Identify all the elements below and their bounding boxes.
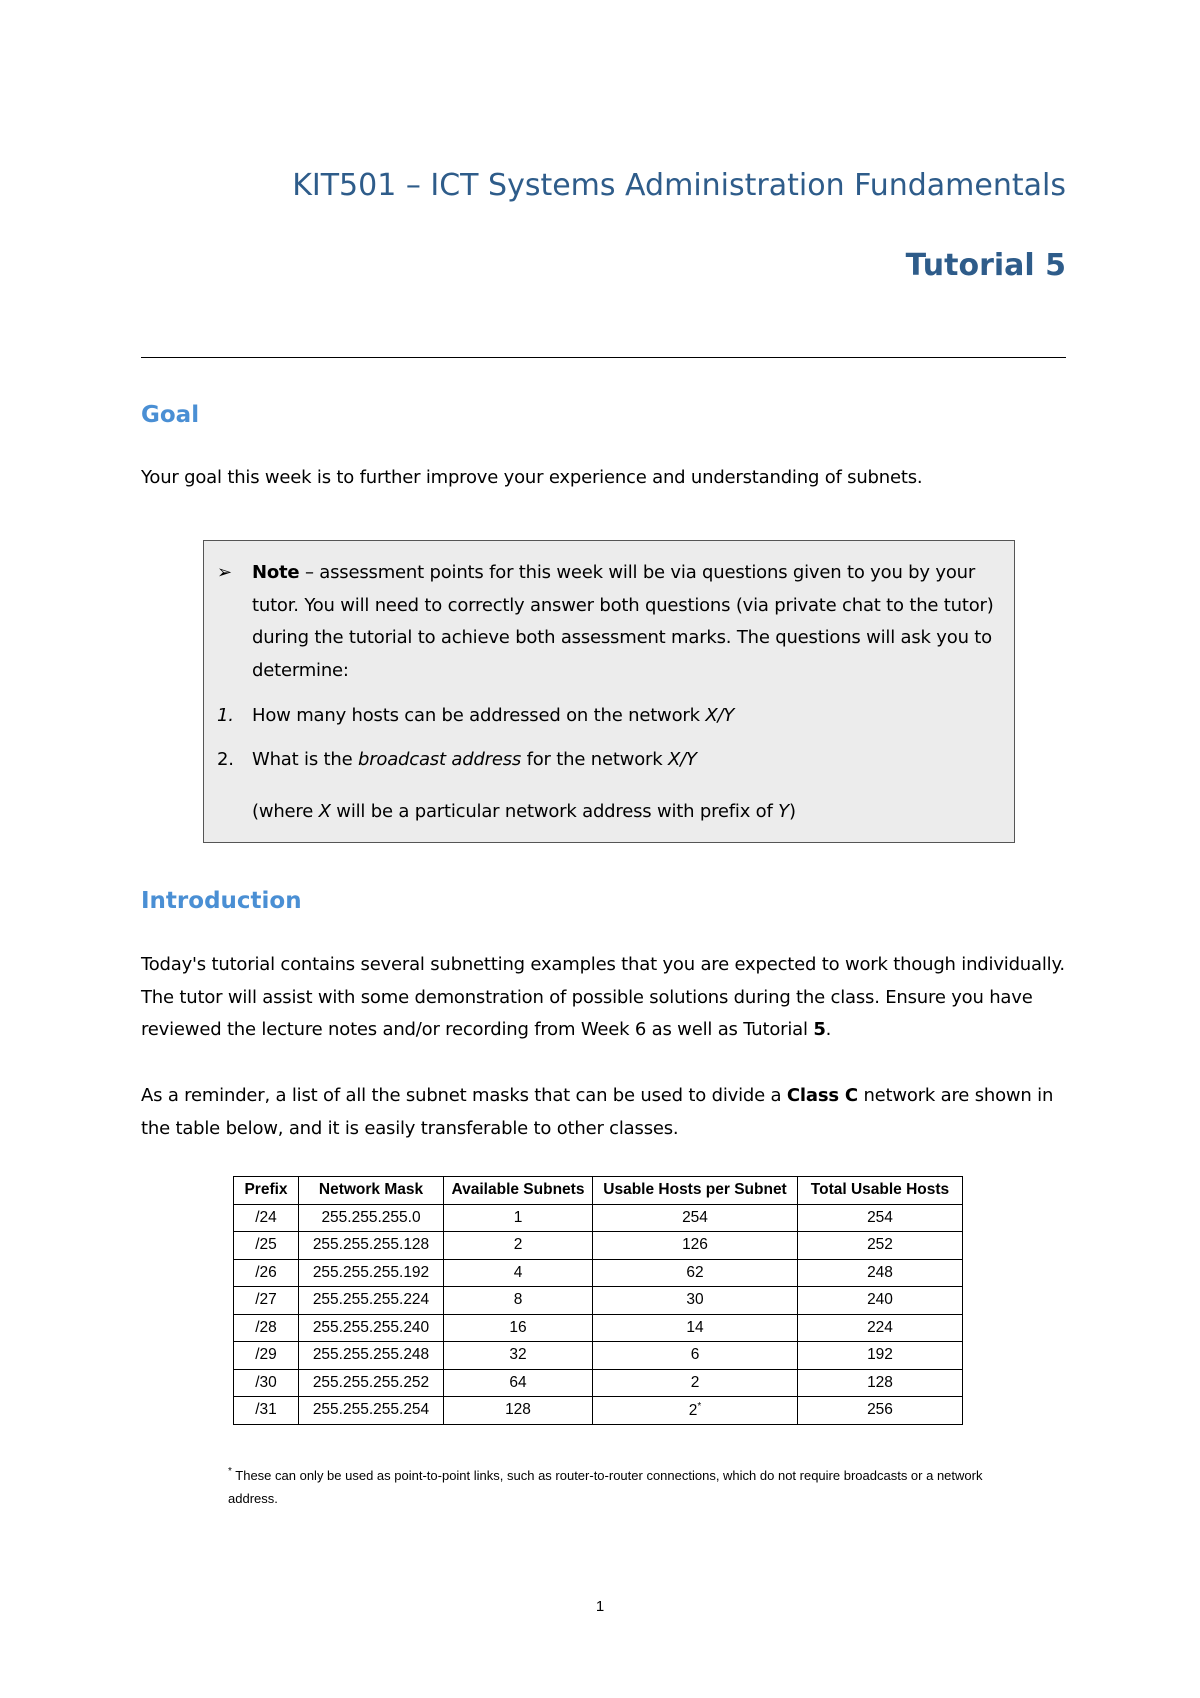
cell-value: 248 <box>867 1263 893 1281</box>
cell-value: 255.255.255.0 <box>321 1208 421 1226</box>
table-cell <box>234 1287 299 1315</box>
table-cell <box>798 1342 963 1370</box>
question-text: How many hosts can be addressed on the network <box>252 705 706 726</box>
table-cell <box>234 1314 299 1342</box>
table-row <box>234 1397 963 1425</box>
table-cell <box>299 1314 444 1342</box>
cell-value: 255.255.255.224 <box>312 1291 430 1309</box>
table-cell <box>444 1369 593 1397</box>
column-header: Available Subnets <box>444 1177 593 1205</box>
table-cell <box>234 1342 299 1370</box>
table-cell <box>299 1342 444 1370</box>
table-cell <box>299 1369 444 1397</box>
table-cell <box>444 1232 593 1260</box>
cell-value: 126 <box>682 1236 708 1254</box>
cell-value: 192 <box>867 1346 893 1364</box>
question-number: 1. <box>217 705 234 726</box>
table-body <box>234 1204 963 1424</box>
cell-value: 32 <box>509 1346 527 1364</box>
cell-value: 224 <box>867 1318 893 1336</box>
table-row <box>234 1369 963 1397</box>
table-cell <box>234 1232 299 1260</box>
where-post: ) <box>788 801 796 822</box>
introduction-paragraph-2 <box>141 1080 1071 1145</box>
introduction-paragraph-1 <box>141 949 1071 1047</box>
cell-value: 62 <box>686 1263 704 1281</box>
cell-value: /29 <box>255 1346 277 1364</box>
note-where-text <box>252 796 796 829</box>
cell-value: /24 <box>255 1208 277 1226</box>
table-cell <box>798 1232 963 1260</box>
introduction-heading: Introduction <box>141 888 302 914</box>
table-cell <box>444 1259 593 1287</box>
document-subtitle: Tutorial 5 <box>905 248 1066 283</box>
cell-value: 8 <box>513 1291 523 1309</box>
table-cell <box>444 1287 593 1315</box>
intro-bold: 5 <box>813 1019 826 1040</box>
cell-value: /28 <box>255 1318 277 1336</box>
note-text <box>252 557 997 687</box>
table-cell <box>234 1369 299 1397</box>
where-x: X <box>318 801 331 822</box>
footnote <box>228 1460 988 1510</box>
table-row <box>234 1204 963 1232</box>
cell-value: 255.255.255.240 <box>312 1318 430 1336</box>
where-mid: will be a particular network address with prefix of <box>330 801 779 822</box>
table-cell <box>593 1369 798 1397</box>
table-header-row <box>234 1177 963 1205</box>
intro-bold: Class C <box>786 1085 858 1106</box>
table-cell <box>299 1397 444 1425</box>
table-cell <box>798 1259 963 1287</box>
note-body: – assessment points for this week will be via questions given to you by your tutor. You will need to correctly answer both questions (via private chat to the tutor) during the tutorial to achieve both assessment marks. The questions will ask you to determine: <box>252 562 994 681</box>
column-header: Network Mask <box>299 1177 444 1205</box>
cell-value: /30 <box>255 1373 277 1391</box>
table-cell <box>593 1397 798 1425</box>
cell-value: /26 <box>255 1263 277 1281</box>
footnote-mark: * <box>228 1466 232 1477</box>
table-cell <box>444 1342 593 1370</box>
cell-value: 4 <box>513 1263 523 1281</box>
table-cell <box>798 1397 963 1425</box>
goal-text: Your goal this week is to further improve your experience and understanding of subnets. <box>141 467 923 488</box>
title-divider <box>141 357 1066 358</box>
table-cell <box>593 1204 798 1232</box>
table-row <box>234 1287 963 1315</box>
cell-value: 128 <box>867 1373 893 1391</box>
table-cell <box>593 1342 798 1370</box>
cell-value: 255.255.255.192 <box>312 1263 430 1281</box>
cell-value: 14 <box>686 1318 704 1336</box>
question-italic: X/Y <box>705 705 735 726</box>
cell-value: 256 <box>867 1401 893 1419</box>
table-cell <box>444 1314 593 1342</box>
intro-text-end: network are shown in the table below, and it is easily transferable to other classes. <box>141 1085 1054 1139</box>
note-question-2 <box>217 744 697 777</box>
table-cell <box>798 1204 963 1232</box>
table-cell <box>299 1259 444 1287</box>
arrow-bullet-icon: ➢ <box>217 562 233 583</box>
cell-value: 16 <box>509 1318 527 1336</box>
table-cell <box>234 1259 299 1287</box>
where-y: Y <box>778 801 789 822</box>
goal-heading: Goal <box>141 402 200 428</box>
page-number: 1 <box>595 1598 605 1615</box>
table-row <box>234 1314 963 1342</box>
intro-text-end: . <box>825 1019 832 1040</box>
table-cell <box>444 1204 593 1232</box>
table-cell <box>593 1287 798 1315</box>
note-label: Note <box>252 562 300 583</box>
cell-value: 252 <box>867 1236 893 1254</box>
cell-value: 2 <box>688 1401 698 1419</box>
cell-value: /27 <box>255 1291 277 1309</box>
table-cell <box>299 1204 444 1232</box>
document-title: KIT501 – ICT Systems Administration Fundamentals <box>292 168 1066 203</box>
note-question-1 <box>217 700 734 733</box>
question-italic-end: X/Y <box>667 749 697 770</box>
intro-text: Today's tutorial contains several subnetting examples that you are expected to work though individually. The tutor will assist with some demonstration of possible solutions during the class. Ensure you have reviewed the lecture notes and/or recording from Week 6 as well as Tutorial <box>141 954 1065 1040</box>
footnote-reference: * <box>697 1400 702 1412</box>
column-header: Usable Hosts per Subnet <box>593 1177 798 1205</box>
table-cell <box>798 1314 963 1342</box>
table-cell <box>593 1314 798 1342</box>
table-cell <box>299 1232 444 1260</box>
question-italic: broadcast address <box>357 749 522 770</box>
question-number: 2. <box>217 749 234 770</box>
table-cell <box>798 1287 963 1315</box>
table-cell <box>234 1204 299 1232</box>
table-row <box>234 1259 963 1287</box>
table-cell <box>299 1287 444 1315</box>
cell-value: 254 <box>682 1208 708 1226</box>
table-cell <box>798 1369 963 1397</box>
cell-value: 64 <box>509 1373 527 1391</box>
cell-value: 254 <box>867 1208 893 1226</box>
cell-value: 128 <box>505 1401 531 1419</box>
cell-value: 240 <box>867 1291 893 1309</box>
table-row <box>234 1232 963 1260</box>
question-text: What is the <box>252 749 358 770</box>
cell-value: 255.255.255.128 <box>312 1236 430 1254</box>
table-cell <box>444 1397 593 1425</box>
cell-value: 6 <box>690 1346 700 1364</box>
cell-value: 2 <box>513 1236 523 1254</box>
where-pre: (where <box>252 801 319 822</box>
cell-value: 30 <box>686 1291 704 1309</box>
footnote-text: These can only be used as point-to-point links, such as router-to-router connections, which do not require broadcasts or a network address. <box>228 1468 983 1506</box>
cell-value: /25 <box>255 1236 277 1254</box>
cell-value: 255.255.255.254 <box>312 1401 430 1419</box>
question-text-mid: for the network <box>521 749 668 770</box>
table-cell <box>593 1259 798 1287</box>
table-row <box>234 1342 963 1370</box>
cell-value: 2 <box>690 1373 700 1391</box>
table-cell <box>234 1397 299 1425</box>
subnet-mask-table <box>233 1176 963 1425</box>
table-cell <box>593 1232 798 1260</box>
cell-value: 255.255.255.252 <box>312 1373 430 1391</box>
intro-text: As a reminder, a list of all the subnet masks that can be used to divide a <box>141 1085 787 1106</box>
cell-value: 1 <box>513 1208 523 1226</box>
cell-value: /31 <box>255 1401 277 1419</box>
column-header: Total Usable Hosts <box>798 1177 963 1205</box>
cell-value: 255.255.255.248 <box>312 1346 430 1364</box>
column-header: Prefix <box>234 1177 299 1205</box>
note-box <box>203 540 1015 843</box>
